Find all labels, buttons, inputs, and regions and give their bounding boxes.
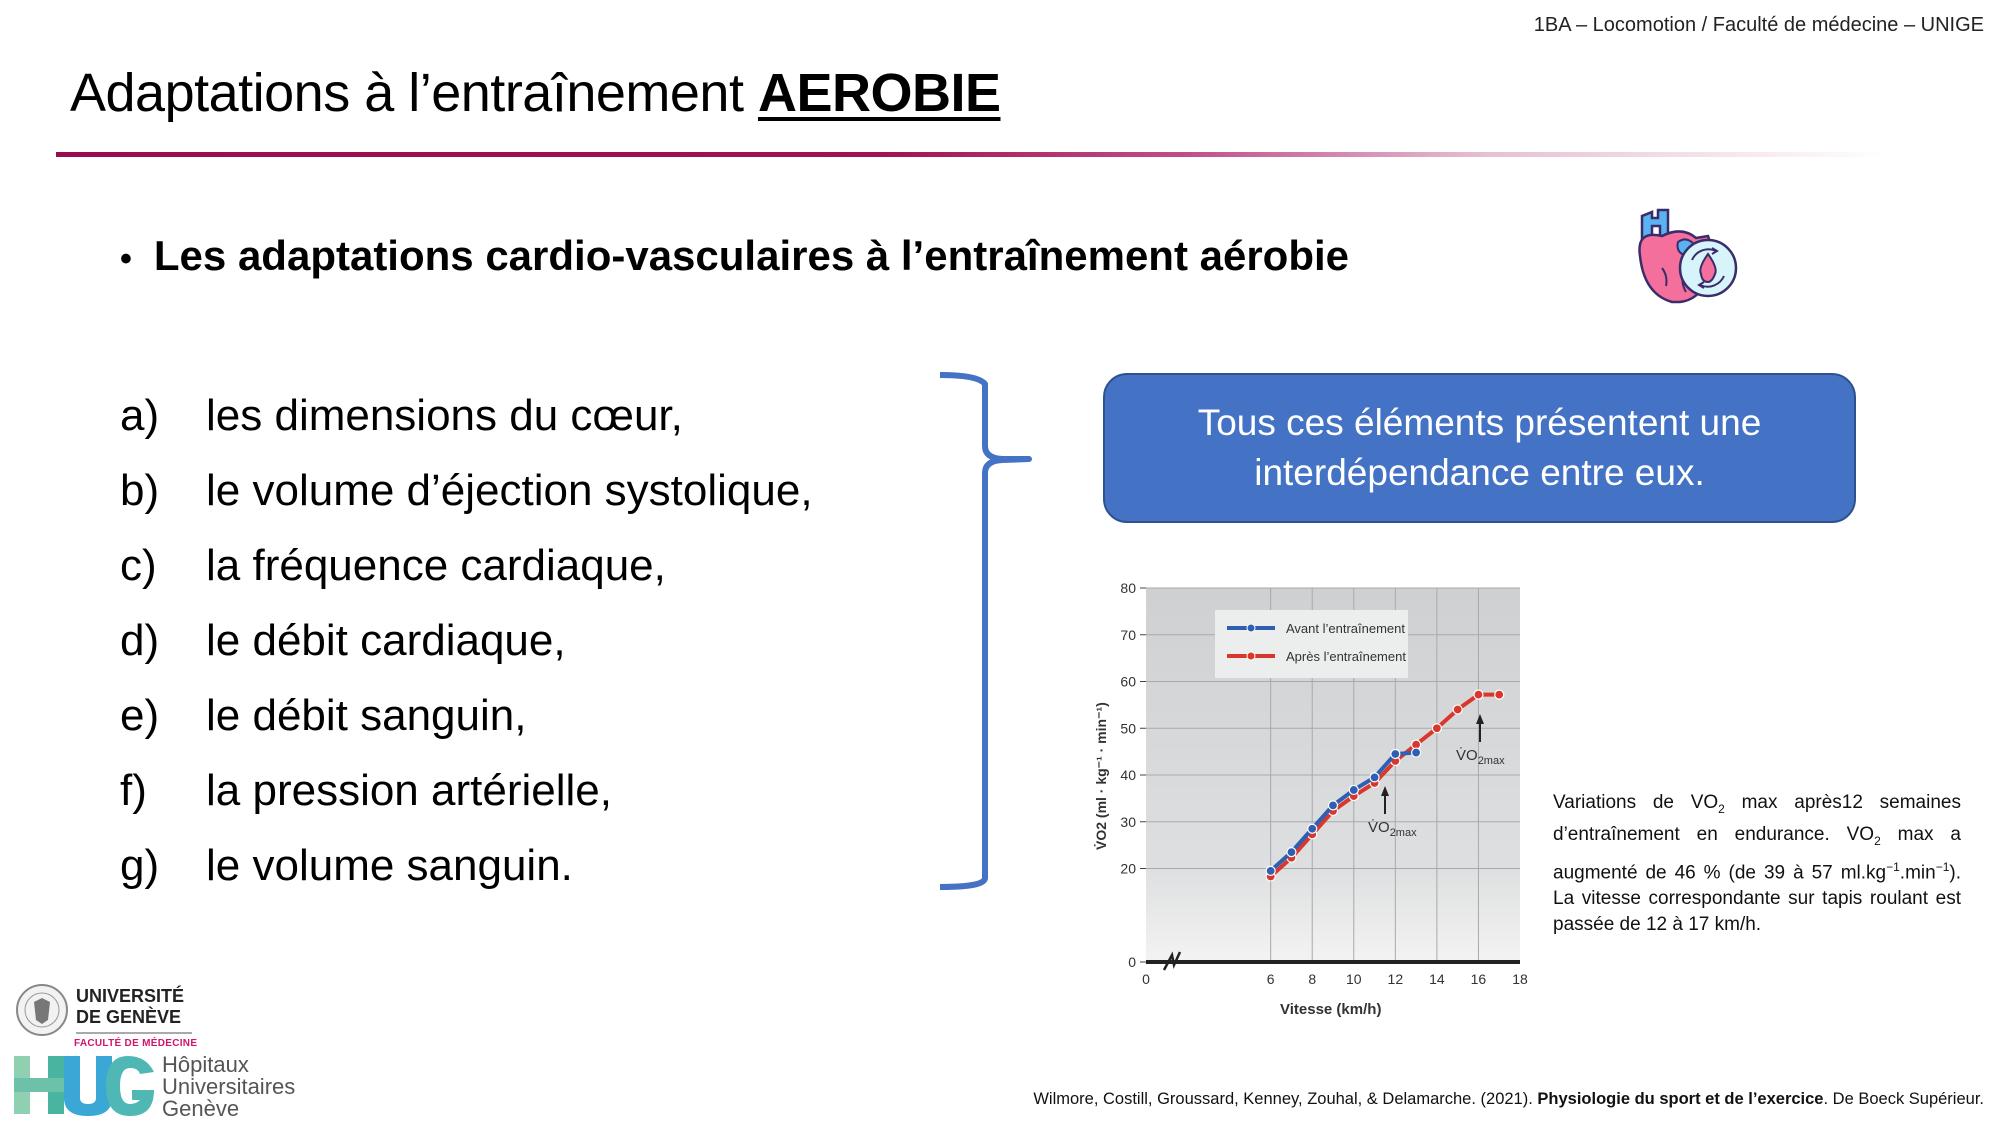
list-item — [120, 753, 813, 828]
list-item-text: le volume d’éjection systolique, — [206, 465, 813, 515]
hug-line-2: Universitaires — [162, 1074, 296, 1099]
chart-caption — [1553, 790, 1961, 938]
svg-text:12: 12 — [1387, 971, 1404, 987]
list-item — [120, 528, 813, 603]
title-divider — [56, 152, 1886, 157]
list-item-label: f) — [120, 765, 147, 815]
list-item — [120, 378, 813, 453]
svg-text:8: 8 — [1308, 971, 1317, 987]
caption-text: Variations de VO — [1553, 792, 1719, 813]
list-item — [120, 603, 813, 678]
callout-line-2: interdépendance entre eux. — [1254, 452, 1705, 493]
list-item-text: la fréquence cardiaque, — [206, 540, 666, 590]
x-axis-label: Vitesse (km/h) — [1280, 1001, 1382, 1018]
bullet-heading — [120, 232, 1349, 280]
svg-text:UNIVERSITÉ: UNIVERSITÉ — [76, 986, 185, 1006]
caption-superscript: −1 — [1886, 859, 1900, 874]
caption-subscript: 2 — [1718, 801, 1725, 816]
svg-text:DE GENÈVE: DE GENÈVE — [76, 1007, 182, 1027]
list-item-text: le débit sanguin, — [206, 690, 527, 740]
callout-line-1: Tous ces éléments présentent une — [1197, 402, 1762, 443]
course-reference: 1BA – Locomotion / Faculté de médecine – UNIGE — [1533, 14, 1984, 36]
y-axis-label: V̇O2 (ml · kg⁻¹ · min⁻¹) — [1093, 702, 1109, 850]
svg-text:60: 60 — [1120, 673, 1136, 690]
legend-before-label: Avant l’entraînement — [1286, 621, 1405, 636]
caption-text: .min — [1899, 861, 1936, 883]
svg-text:14: 14 — [1429, 971, 1445, 987]
list-item-text: le volume sanguin. — [206, 840, 573, 890]
svg-text:40: 40 — [1120, 767, 1136, 783]
svg-text:18: 18 — [1512, 971, 1528, 987]
hug-line-1: Hôpitaux — [162, 1052, 249, 1077]
x-axis-ticks — [1142, 971, 1528, 987]
svg-text:0: 0 — [1142, 971, 1150, 987]
list-item-text: les dimensions du cœur, — [206, 390, 683, 440]
caption-superscript: −1 — [1935, 859, 1950, 874]
vo2max-line-chart — [1080, 570, 1560, 1020]
title-emphasis: AEROBIE — [757, 63, 1001, 123]
list-item — [120, 678, 813, 753]
list-item-label: b) — [120, 465, 160, 515]
list-item-label: a) — [120, 390, 160, 440]
svg-text:80: 80 — [1120, 580, 1136, 596]
y-axis-ticks — [1120, 580, 1146, 970]
svg-text:50: 50 — [1120, 720, 1136, 737]
list-item-label: d) — [120, 615, 160, 665]
svg-text:20: 20 — [1120, 860, 1136, 877]
title-prefix: Adaptations à l’entraînement — [70, 63, 758, 123]
list-item-label: c) — [120, 540, 157, 590]
svg-text:16: 16 — [1470, 971, 1487, 987]
caption-subscript: 2 — [1874, 833, 1881, 848]
list-item-label: g) — [120, 840, 160, 890]
list-item-text: le débit cardiaque, — [206, 615, 566, 665]
legend-after-label: Après l’entraînement — [1286, 649, 1406, 664]
bullet-marker: • — [120, 240, 132, 278]
svg-text:0: 0 — [1128, 954, 1136, 970]
list-item-label: e) — [120, 690, 160, 740]
citation-publisher: . De Boeck Supérieur. — [1823, 1090, 1984, 1108]
svg-text:6: 6 — [1266, 971, 1275, 987]
hug-line-3: Genève — [162, 1096, 240, 1121]
interdependence-callout — [1103, 373, 1856, 523]
heart-circulation-icon — [1622, 196, 1742, 316]
faculty-label: FACULTÉ DE MÉDECINE — [74, 1038, 198, 1049]
adaptation-list — [120, 378, 813, 903]
svg-text:30: 30 — [1120, 813, 1136, 830]
slide-title — [70, 62, 1001, 124]
hug-name — [162, 1054, 295, 1120]
caption-text: max après12 semaines d’entraînement en endurance. VO — [1553, 792, 1961, 845]
caption-text: ). La vitesse correspondante sur tapis roulant est passée de 12 à 17 km/h. — [1553, 861, 1961, 935]
vo2max-after-label: $V̇O_{2max}$ — [1456, 747, 1505, 767]
vo2max-before-label: $V̇O_{2max}$ — [1368, 819, 1417, 839]
list-item — [120, 453, 813, 528]
list-item-text: la pression artérielle, — [206, 765, 612, 815]
bullet-text: Les adaptations cardio-vasculaires à l’entraînement aérobie — [153, 232, 1350, 279]
svg-text:70: 70 — [1120, 626, 1136, 643]
citation-authors: Wilmore, Costill, Groussard, Kenney, Zouhal, & Delamarche. (2021). — [1033, 1090, 1538, 1108]
right-brace-shape — [930, 366, 1050, 896]
svg-text:10: 10 — [1345, 971, 1362, 987]
list-item — [120, 828, 813, 903]
citation — [1033, 1090, 1984, 1109]
citation-book: Physiologie du sport et de l’exercice — [1537, 1090, 1824, 1108]
caption-text: max a augmenté de 46 % (de 39 à 57 ml.kg — [1553, 823, 1961, 883]
